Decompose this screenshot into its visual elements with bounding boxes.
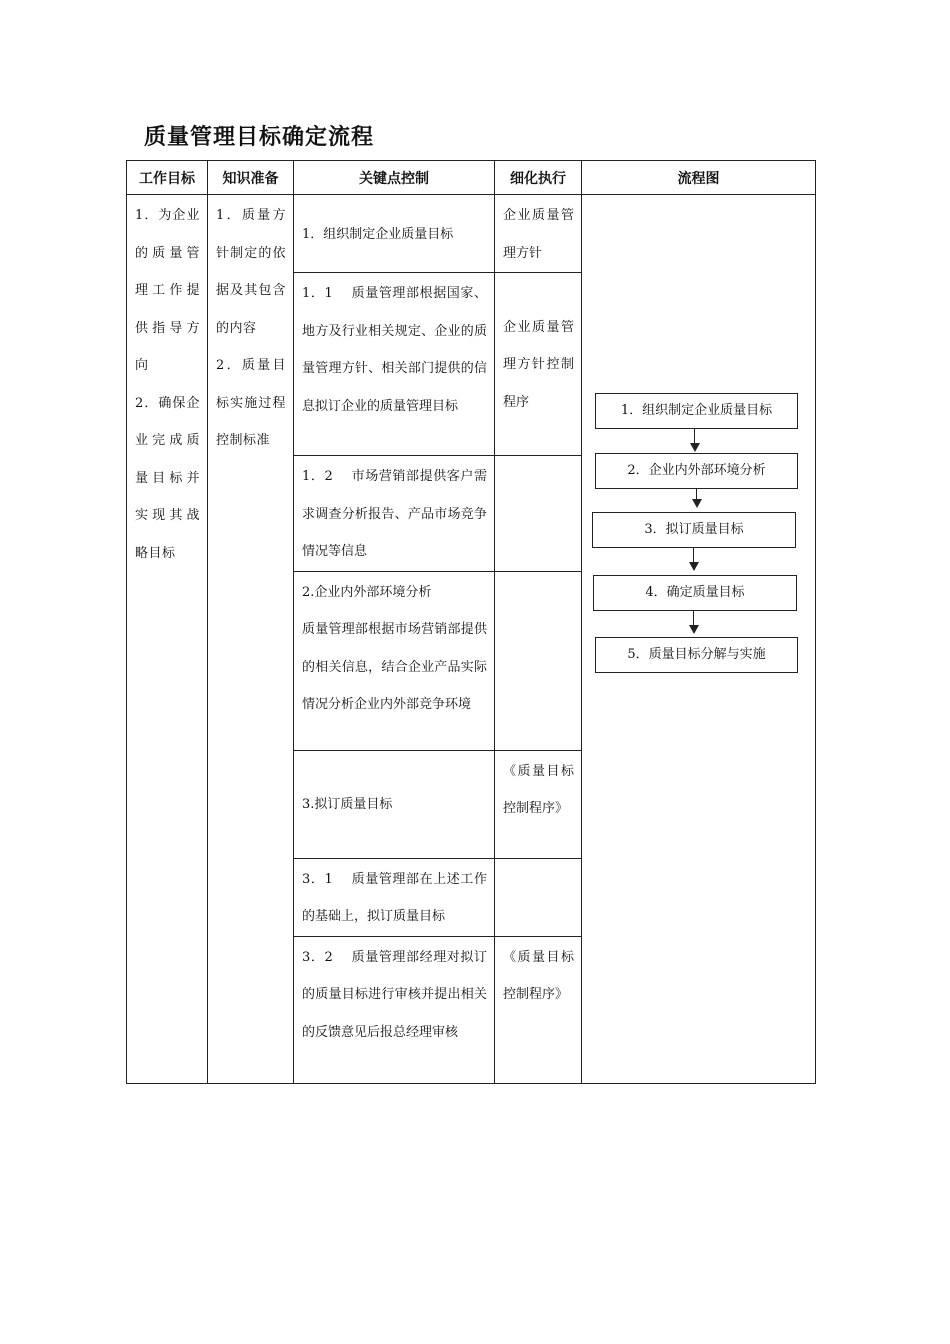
- flow-step-2: 2．企业内外部环境分析: [595, 453, 798, 489]
- key-control-cell: [294, 195, 495, 273]
- key-control-cell: [294, 571, 495, 750]
- execution-cell: [495, 273, 582, 456]
- key-control-cell: [294, 456, 495, 572]
- flow-step-4: 4．确定质量目标: [593, 575, 797, 611]
- flow-arrow-4-head: [689, 625, 699, 634]
- execution-cell: [495, 936, 582, 1083]
- key-control-cell: [294, 750, 495, 858]
- execution-text: 《质量目标控制程序》: [503, 763, 574, 816]
- key-control-text: 1．组织制定企业质量目标: [302, 226, 454, 242]
- header-key-control: 关键点控制: [294, 161, 495, 195]
- execution-text: 企业质量管理方针: [503, 208, 574, 261]
- execution-cell: [495, 195, 582, 273]
- execution-cell: [495, 456, 582, 572]
- key-control-text: 1．1 质量管理部根据国家、地方及行业相关规定、企业的质量管理方针、相关部门提供的信息拟订企业的质量管理目标: [302, 286, 487, 414]
- header-flowchart: 流程图: [582, 161, 816, 195]
- flow-step-1: 1．组织制定企业质量目标: [595, 393, 798, 429]
- key-control-cell: [294, 273, 495, 456]
- key-control-cell: [294, 936, 495, 1083]
- knowledge-text: 1．质量方针制定的依据及其包含的内容 2．质量目标实施过程控制标准: [216, 208, 286, 448]
- key-control-text: 2.企业内外部环境分析 质量管理部根据市场营销部提供的相关信息，结合企业产品实际情况分析企业内外部竞争环境: [302, 584, 487, 712]
- key-control-text: 3．2 质量管理部经理对拟订的质量目标进行审核并提出相关的反馈意见后报总经理审核: [302, 949, 487, 1040]
- header-row: [127, 161, 816, 195]
- process-table: [126, 160, 816, 1084]
- key-control-text: 3．1 质量管理部在上述工作的基础上，拟订质量目标: [302, 871, 487, 924]
- execution-text: 企业质量管理方针控制程序: [503, 319, 574, 410]
- execution-text: [495, 859, 581, 861]
- execution-cell: [495, 750, 582, 858]
- header-knowledge: 知识准备: [208, 161, 294, 195]
- key-control-cell: [294, 858, 495, 936]
- flow-step-5: 5．质量目标分解与实施: [595, 637, 798, 673]
- flowchart-cell: [582, 195, 816, 1084]
- key-control-text: 1．2 市场营销部提供客户需求调查分析报告、产品市场竞争情况等信息: [302, 469, 487, 559]
- flow-arrow-2: [696, 489, 697, 499]
- knowledge-cell: [208, 195, 294, 1084]
- flow-arrow-2-head: [692, 499, 702, 508]
- flow-step-3: 3．拟订质量目标: [592, 512, 796, 548]
- flow-arrow-1: [694, 429, 695, 443]
- execution-cell: [495, 571, 582, 750]
- flow-arrow-3: [693, 548, 694, 562]
- flow-arrow-4: [693, 611, 694, 625]
- header-goals: 工作目标: [127, 161, 208, 195]
- execution-text: [495, 572, 581, 574]
- goals-cell: [127, 195, 208, 1084]
- execution-cell: [495, 858, 582, 936]
- flow-arrow-1-head: [690, 443, 700, 452]
- header-execution: 细化执行: [495, 161, 582, 195]
- flow-arrow-3-head: [689, 562, 699, 571]
- page-title: 质量管理目标确定流程: [144, 125, 375, 150]
- execution-text: 《质量目标控制程序》: [503, 949, 574, 1002]
- goals-text: 1．为企业的质量管理工作提供指导方向 2．确保企业完成质量目标并实现其战略目标: [135, 208, 200, 561]
- key-control-text: 3.拟订质量目标: [302, 797, 393, 813]
- execution-text: [495, 456, 581, 458]
